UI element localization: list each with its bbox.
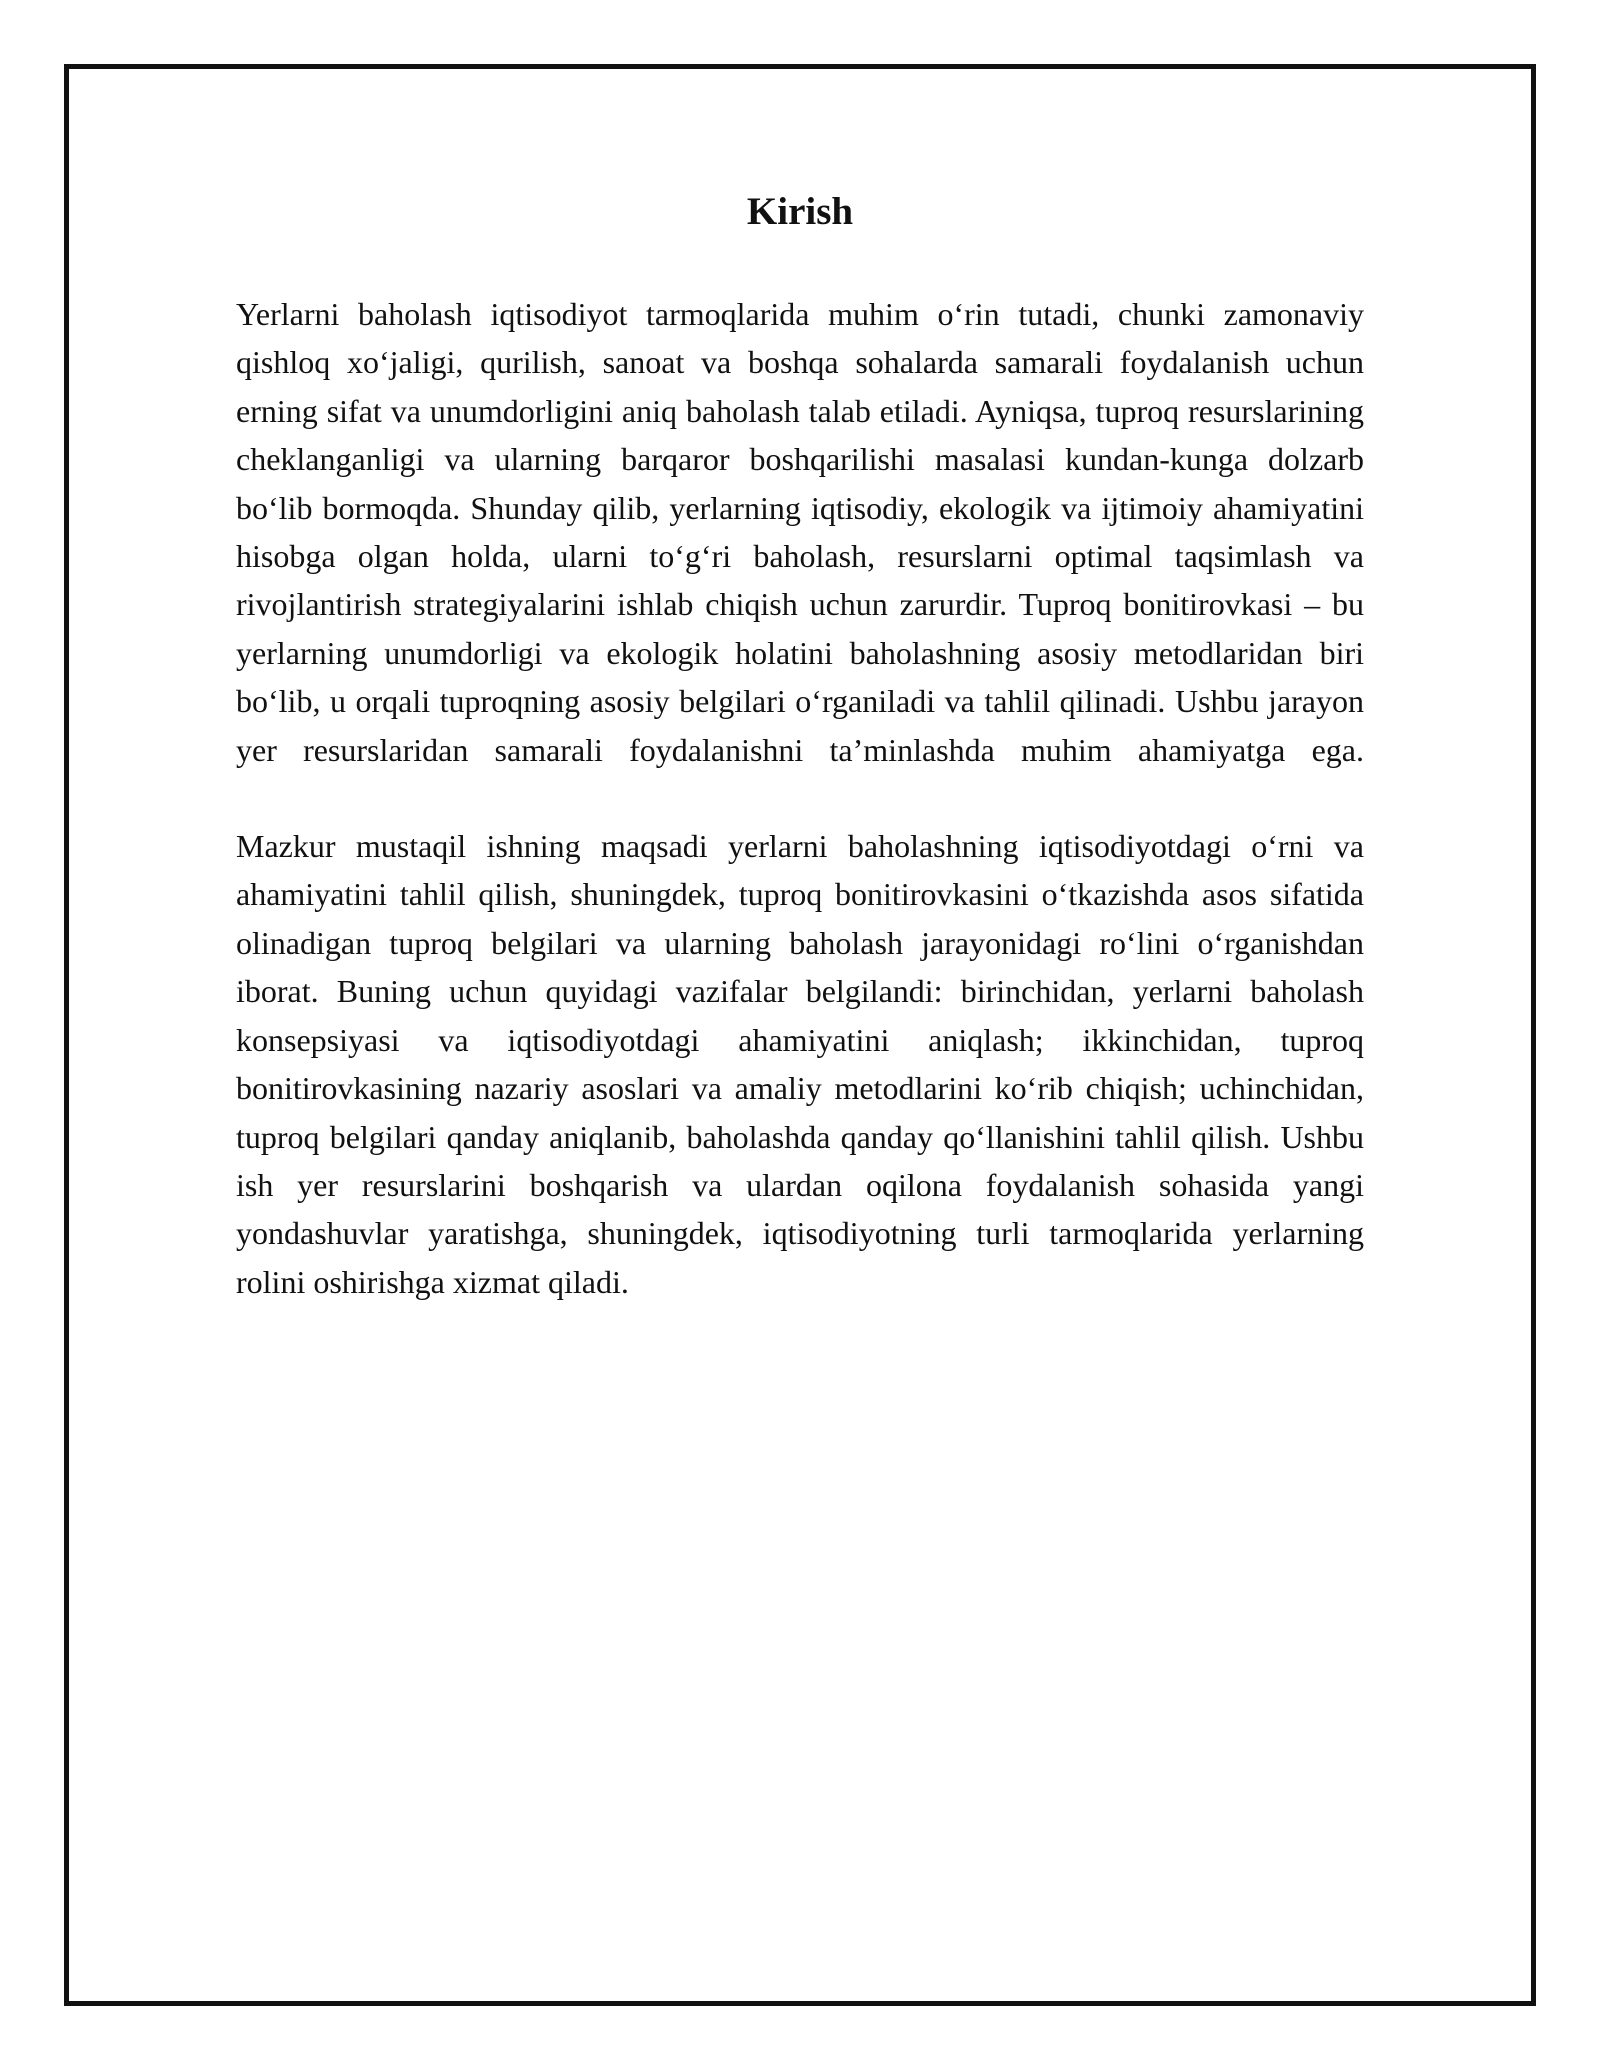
page-title: Kirish: [746, 190, 854, 233]
body-text: [236, 290, 1364, 1306]
paragraph-introduction: Yerlarni baholash iqtisodiyot tarmoqlarida muhim o‘rin tutadi, chunki zamonaviy qishloq xo‘jaligi, qurilish, sanoat va boshqa sohalarda samarali foydalanish uchun erning sifat va unumdorligini aniq baholash talab etiladi. Ayniqsa, tuproq resurslarining cheklanganligi va ularning barqaror boshqarilishi masalasi kundan-kunga dolzarb bo‘lib bormoqda. Shunday qilib, yerlarning iqtisodiy, ekologik va ijtimoiy ahamiyatini hisobga olgan holda, ularni to‘g‘ri baholash, resurslarni optimal taqsimlash va rivojlantirish strategiyalarini ishlab chiqish uchun zarurdir. Tuproq bonitirovkasi – bu yerlarning unumdorligi va ekologik holatini baholashning asosiy metodlaridan biri bo‘lib, u orqali tuproqning asosiy belgilari o‘rganiladi va tahlil qilinadi. Ushbu jarayon yer resurslaridan samarali foydalanishni ta’minlashda muhim ahamiyatga ega.: [236, 296, 1364, 768]
paragraph-objectives: Mazkur mustaqil ishning maqsadi yerlarni baholashning iqtisodiyotdagi o‘rni va ahamiyatini tahlil qilish, shuningdek, tuproq bonitirovkasini o‘tkazishda asos sifatida olinadigan tuproq belgilari va ularning baholash jarayonidagi ro‘lini o‘rganishdan iborat. Buning uchun quyidagi vazifalar belgilandi: birinchidan, yerlarni baholash konsepsiyasi va iqtisodiyotdagi ahamiyatini aniqlash; ikkinchidan, tuproq bonitirovkasining nazariy asoslari va amaliy metodlarini ko‘rib chiqish; uchinchidan, tuproq belgilari qanday aniqlanib, baholashda qanday qo‘llanishini tahlil qilish. Ushbu ish yer resurslarini boshqarish va ulardan oqilona foydalanish sohasida yangi yondashuvlar yaratishga, shuningdek, iqtisodiyotning turli tarmoqlarida yerlarning rolini oshirishga xizmat qiladi.: [236, 828, 1364, 1300]
